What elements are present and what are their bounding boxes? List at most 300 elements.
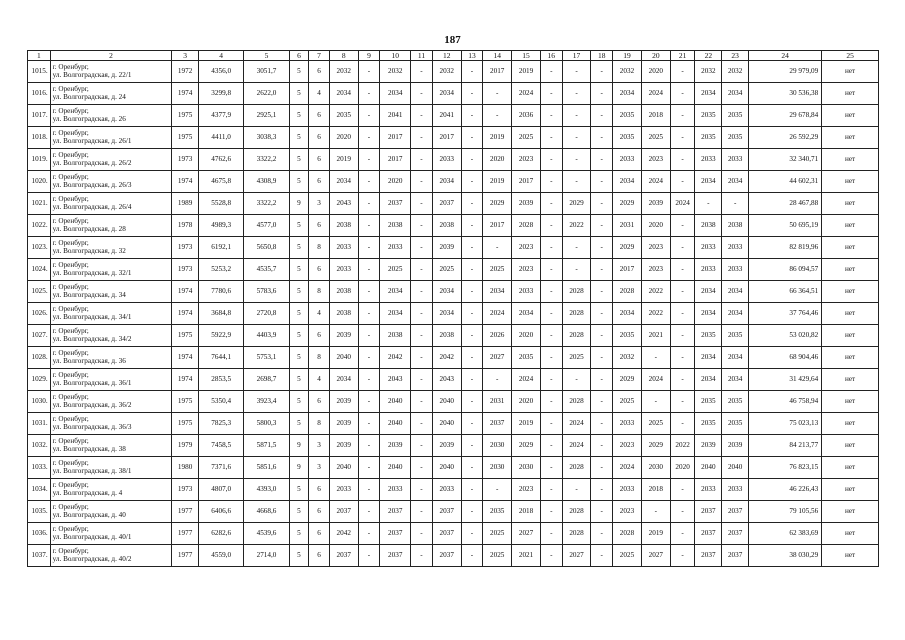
cell-col-25: нет: [822, 435, 879, 457]
cell-col-23: 2033: [722, 259, 749, 281]
cell-col-15: 2023: [512, 149, 541, 171]
cell-col-19: 2029: [613, 237, 642, 259]
cell-col-4: 2853,5: [199, 369, 244, 391]
cell-col-21: -: [670, 237, 695, 259]
cell-col-6: 5: [289, 413, 309, 435]
cell-col-4: 4675,8: [199, 171, 244, 193]
cell-col-5: 2714,0: [244, 545, 289, 567]
cell-col-7: 8: [309, 237, 330, 259]
cell-col-15: 2035: [512, 347, 541, 369]
table-row: [28, 545, 879, 567]
cell-col-6: 5: [289, 303, 309, 325]
cell-col-7: 6: [309, 259, 330, 281]
cell-col-20: 2024: [641, 83, 670, 105]
cell-col-25: нет: [822, 413, 879, 435]
cell-col-20: 2019: [641, 523, 670, 545]
cell-col-25: нет: [822, 193, 879, 215]
cell-col-6: 5: [289, 347, 309, 369]
address-street: ул. Волгоградская, д. 36/1: [52, 378, 132, 387]
cell-col-5: 4308,9: [244, 171, 289, 193]
column-header-10: 10: [380, 51, 411, 61]
address-street: ул. Волгоградская, д. 38: [52, 444, 126, 453]
cell-col-18: -: [591, 435, 613, 457]
cell-col-15: 2017: [512, 171, 541, 193]
cell-col-19: 2035: [613, 325, 642, 347]
cell-col-9: -: [358, 237, 380, 259]
cell-col-8: 2034: [329, 83, 358, 105]
cell-col-12: 2033: [432, 479, 461, 501]
address-street: ул. Волгоградская, д. 36/2: [52, 400, 132, 409]
cell-col-17: 2028: [562, 501, 591, 523]
cell-col-12: 2040: [432, 391, 461, 413]
row-number: 1021.: [28, 193, 51, 215]
cell-col-24: 37 764,46: [749, 303, 822, 325]
cell-col-23: 2035: [722, 391, 749, 413]
cell-col-20: -: [641, 391, 670, 413]
cell-col-13: -: [461, 259, 483, 281]
cell-col-4: 3299,8: [199, 83, 244, 105]
cell-col-18: -: [591, 391, 613, 413]
address-cell: [50, 369, 172, 391]
cell-col-5: 5650,8: [244, 237, 289, 259]
cell-col-19: 2029: [613, 369, 642, 391]
cell-col-9: -: [358, 259, 380, 281]
cell-col-17: -: [562, 369, 591, 391]
cell-col-24: 86 094,57: [749, 259, 822, 281]
cell-col-8: 2032: [329, 61, 358, 83]
cell-col-22: 2033: [695, 149, 722, 171]
cell-col-9: -: [358, 193, 380, 215]
cell-col-19: 2033: [613, 413, 642, 435]
cell-col-6: 5: [289, 391, 309, 413]
cell-col-19: 2017: [613, 259, 642, 281]
column-header-24: 24: [749, 51, 822, 61]
cell-col-13: -: [461, 369, 483, 391]
table-row: [28, 105, 879, 127]
cell-col-21: -: [670, 61, 695, 83]
cell-col-25: нет: [822, 171, 879, 193]
cell-col-8: 2039: [329, 391, 358, 413]
cell-col-16: -: [540, 171, 562, 193]
cell-col-10: 2042: [380, 347, 411, 369]
cell-col-15: 2019: [512, 413, 541, 435]
cell-col-7: 6: [309, 215, 330, 237]
cell-col-7: 8: [309, 281, 330, 303]
cell-col-16: -: [540, 523, 562, 545]
cell-col-12: 2039: [432, 435, 461, 457]
cell-col-18: -: [591, 303, 613, 325]
cell-col-3: 1974: [172, 369, 199, 391]
cell-col-8: 2043: [329, 193, 358, 215]
cell-col-14: -: [483, 369, 512, 391]
cell-col-8: 2039: [329, 325, 358, 347]
cell-col-15: 2033: [512, 281, 541, 303]
cell-col-4: 7371,6: [199, 457, 244, 479]
cell-col-16: -: [540, 369, 562, 391]
cell-col-10: 2038: [380, 215, 411, 237]
cell-col-7: 3: [309, 457, 330, 479]
address-cell: [50, 457, 172, 479]
table-row: [28, 171, 879, 193]
cell-col-23: -: [722, 193, 749, 215]
cell-col-24: 62 383,69: [749, 523, 822, 545]
cell-col-21: -: [670, 127, 695, 149]
table-row: [28, 391, 879, 413]
cell-col-6: 5: [289, 215, 309, 237]
cell-col-7: 6: [309, 501, 330, 523]
address-city: г. Оренбург,: [52, 524, 89, 533]
cell-col-8: 2033: [329, 479, 358, 501]
cell-col-25: нет: [822, 83, 879, 105]
cell-col-12: 2037: [432, 523, 461, 545]
column-header-4: 4: [199, 51, 244, 61]
cell-col-22: 2040: [695, 457, 722, 479]
cell-col-20: 2018: [641, 105, 670, 127]
address-city: г. Оренбург,: [52, 106, 89, 115]
cell-col-6: 9: [289, 193, 309, 215]
cell-col-12: 2032: [432, 61, 461, 83]
address-cell: [50, 391, 172, 413]
housing-register-table: [27, 50, 879, 567]
column-header-20: 20: [641, 51, 670, 61]
cell-col-17: 2028: [562, 523, 591, 545]
cell-col-23: 2038: [722, 215, 749, 237]
cell-col-22: 2035: [695, 413, 722, 435]
cell-col-22: 2033: [695, 259, 722, 281]
cell-col-12: 2033: [432, 149, 461, 171]
row-number: 1036.: [28, 523, 51, 545]
cell-col-12: 2037: [432, 501, 461, 523]
cell-col-23: 2039: [722, 435, 749, 457]
cell-col-10: 2034: [380, 281, 411, 303]
cell-col-5: 5800,3: [244, 413, 289, 435]
cell-col-11: -: [411, 325, 433, 347]
cell-col-17: -: [562, 259, 591, 281]
cell-col-20: 2024: [641, 171, 670, 193]
column-header-23: 23: [722, 51, 749, 61]
cell-col-19: 2035: [613, 127, 642, 149]
cell-col-22: 2035: [695, 325, 722, 347]
cell-col-10: 2040: [380, 457, 411, 479]
row-number: 1015.: [28, 61, 51, 83]
cell-col-3: 1974: [172, 171, 199, 193]
cell-col-14: 2030: [483, 457, 512, 479]
cell-col-17: -: [562, 479, 591, 501]
cell-col-18: -: [591, 501, 613, 523]
cell-col-13: -: [461, 303, 483, 325]
row-number: 1026.: [28, 303, 51, 325]
row-number: 1032.: [28, 435, 51, 457]
cell-col-15: 2029: [512, 435, 541, 457]
cell-col-10: 2037: [380, 545, 411, 567]
cell-col-23: 2035: [722, 105, 749, 127]
cell-col-14: 2034: [483, 281, 512, 303]
cell-col-9: -: [358, 545, 380, 567]
cell-col-23: 2033: [722, 237, 749, 259]
address-cell: [50, 523, 172, 545]
cell-col-25: нет: [822, 303, 879, 325]
address-street: ул. Волгоградская, д. 40: [52, 510, 126, 519]
cell-col-24: 29 979,09: [749, 61, 822, 83]
address-city: г. Оренбург,: [52, 150, 89, 159]
cell-col-16: -: [540, 501, 562, 523]
row-number: 1024.: [28, 259, 51, 281]
row-number: 1027.: [28, 325, 51, 347]
address-street: ул. Волгоградская, д. 26/2: [52, 158, 132, 167]
cell-col-25: нет: [822, 127, 879, 149]
address-city: г. Оренбург,: [52, 348, 89, 357]
cell-col-5: 2925,1: [244, 105, 289, 127]
cell-col-6: 5: [289, 501, 309, 523]
cell-col-15: 2023: [512, 479, 541, 501]
cell-col-23: 2034: [722, 171, 749, 193]
cell-col-8: 2033: [329, 259, 358, 281]
cell-col-24: 38 030,29: [749, 545, 822, 567]
cell-col-18: -: [591, 281, 613, 303]
cell-col-7: 4: [309, 303, 330, 325]
cell-col-25: нет: [822, 259, 879, 281]
cell-col-16: -: [540, 281, 562, 303]
cell-col-9: -: [358, 457, 380, 479]
cell-col-9: -: [358, 435, 380, 457]
address-city: г. Оренбург,: [52, 62, 89, 71]
cell-col-24: 66 364,51: [749, 281, 822, 303]
cell-col-16: -: [540, 193, 562, 215]
cell-col-20: 2025: [641, 413, 670, 435]
cell-col-6: 5: [289, 149, 309, 171]
table-row: [28, 325, 879, 347]
cell-col-13: -: [461, 391, 483, 413]
cell-col-10: 2025: [380, 259, 411, 281]
column-header-1: 1: [28, 51, 51, 61]
cell-col-15: 2030: [512, 457, 541, 479]
column-header-13: 13: [461, 51, 483, 61]
cell-col-13: -: [461, 83, 483, 105]
row-number: 1018.: [28, 127, 51, 149]
cell-col-5: 3322,2: [244, 149, 289, 171]
cell-col-4: 5528,8: [199, 193, 244, 215]
cell-col-21: 2022: [670, 435, 695, 457]
cell-col-17: -: [562, 171, 591, 193]
cell-col-4: 4377,9: [199, 105, 244, 127]
cell-col-14: 2025: [483, 545, 512, 567]
cell-col-7: 6: [309, 105, 330, 127]
address-cell: [50, 479, 172, 501]
cell-col-14: 2024: [483, 303, 512, 325]
cell-col-11: -: [411, 435, 433, 457]
address-cell: [50, 545, 172, 567]
column-header-8: 8: [329, 51, 358, 61]
cell-col-7: 6: [309, 149, 330, 171]
cell-col-19: 2025: [613, 545, 642, 567]
cell-col-5: 5851,6: [244, 457, 289, 479]
cell-col-21: 2020: [670, 457, 695, 479]
cell-col-21: -: [670, 105, 695, 127]
cell-col-5: 4577,0: [244, 215, 289, 237]
cell-col-24: 84 213,77: [749, 435, 822, 457]
address-street: ул. Волгоградская, д. 40/1: [52, 532, 132, 541]
cell-col-20: 2023: [641, 149, 670, 171]
address-cell: [50, 501, 172, 523]
cell-col-16: -: [540, 215, 562, 237]
cell-col-21: -: [670, 369, 695, 391]
cell-col-7: 6: [309, 391, 330, 413]
cell-col-4: 6282,6: [199, 523, 244, 545]
cell-col-10: 2037: [380, 501, 411, 523]
cell-col-14: 2029: [483, 193, 512, 215]
row-number: 1017.: [28, 105, 51, 127]
address-city: г. Оренбург,: [52, 84, 89, 93]
cell-col-13: -: [461, 237, 483, 259]
cell-col-6: 5: [289, 281, 309, 303]
cell-col-11: -: [411, 259, 433, 281]
cell-col-13: -: [461, 435, 483, 457]
table-row: [28, 127, 879, 149]
cell-col-9: -: [358, 523, 380, 545]
cell-col-24: 44 602,31: [749, 171, 822, 193]
cell-col-8: 2038: [329, 281, 358, 303]
cell-col-15: 2021: [512, 545, 541, 567]
cell-col-11: -: [411, 83, 433, 105]
cell-col-25: нет: [822, 325, 879, 347]
cell-col-6: 5: [289, 479, 309, 501]
table-row: [28, 457, 879, 479]
cell-col-24: 82 819,96: [749, 237, 822, 259]
cell-col-22: 2032: [695, 61, 722, 83]
cell-col-11: -: [411, 215, 433, 237]
cell-col-15: 2024: [512, 83, 541, 105]
cell-col-18: -: [591, 479, 613, 501]
table-row: [28, 237, 879, 259]
cell-col-17: 2029: [562, 193, 591, 215]
cell-col-3: 1974: [172, 347, 199, 369]
cell-col-6: 5: [289, 83, 309, 105]
cell-col-16: -: [540, 435, 562, 457]
row-number: 1030.: [28, 391, 51, 413]
cell-col-12: 2034: [432, 83, 461, 105]
cell-col-16: -: [540, 413, 562, 435]
cell-col-6: 5: [289, 105, 309, 127]
cell-col-6: 5: [289, 237, 309, 259]
table-row: [28, 435, 879, 457]
table-row: [28, 149, 879, 171]
cell-col-20: 2022: [641, 303, 670, 325]
cell-col-11: -: [411, 391, 433, 413]
cell-col-5: 2622,0: [244, 83, 289, 105]
cell-col-3: 1973: [172, 479, 199, 501]
table-row: [28, 61, 879, 83]
cell-col-25: нет: [822, 479, 879, 501]
cell-col-4: 4356,0: [199, 61, 244, 83]
column-header-22: 22: [695, 51, 722, 61]
cell-col-22: 2035: [695, 105, 722, 127]
cell-col-8: 2039: [329, 413, 358, 435]
cell-col-10: 2034: [380, 83, 411, 105]
cell-col-12: 2042: [432, 347, 461, 369]
cell-col-25: нет: [822, 391, 879, 413]
cell-col-18: -: [591, 171, 613, 193]
cell-col-6: 5: [289, 61, 309, 83]
cell-col-10: 2033: [380, 237, 411, 259]
cell-col-20: 2030: [641, 457, 670, 479]
cell-col-5: 3051,7: [244, 61, 289, 83]
cell-col-24: 30 536,38: [749, 83, 822, 105]
cell-col-9: -: [358, 391, 380, 413]
address-cell: [50, 171, 172, 193]
cell-col-7: 6: [309, 479, 330, 501]
cell-col-18: -: [591, 369, 613, 391]
address-street: ул. Волгоградская, д. 22/1: [52, 70, 132, 79]
cell-col-11: -: [411, 237, 433, 259]
cell-col-21: -: [670, 215, 695, 237]
cell-col-18: -: [591, 457, 613, 479]
cell-col-19: 2034: [613, 83, 642, 105]
cell-col-9: -: [358, 83, 380, 105]
cell-col-23: 2037: [722, 545, 749, 567]
cell-col-15: 2025: [512, 127, 541, 149]
cell-col-12: 2038: [432, 325, 461, 347]
cell-col-25: нет: [822, 347, 879, 369]
column-header-5: 5: [244, 51, 289, 61]
cell-col-19: 2034: [613, 171, 642, 193]
row-number: 1037.: [28, 545, 51, 567]
cell-col-17: 2024: [562, 435, 591, 457]
cell-col-19: 2024: [613, 457, 642, 479]
cell-col-19: 2032: [613, 61, 642, 83]
cell-col-22: 2034: [695, 171, 722, 193]
cell-col-5: 4535,7: [244, 259, 289, 281]
cell-col-18: -: [591, 325, 613, 347]
cell-col-16: -: [540, 391, 562, 413]
cell-col-10: 2034: [380, 303, 411, 325]
cell-col-14: 2020: [483, 149, 512, 171]
cell-col-3: 1974: [172, 303, 199, 325]
cell-col-11: -: [411, 303, 433, 325]
cell-col-25: нет: [822, 281, 879, 303]
table-row: [28, 413, 879, 435]
cell-col-20: 2020: [641, 215, 670, 237]
address-cell: [50, 435, 172, 457]
cell-col-21: 2024: [670, 193, 695, 215]
cell-col-11: -: [411, 347, 433, 369]
cell-col-7: 6: [309, 545, 330, 567]
cell-col-9: -: [358, 281, 380, 303]
cell-col-23: 2035: [722, 127, 749, 149]
cell-col-13: -: [461, 413, 483, 435]
address-cell: [50, 413, 172, 435]
cell-col-15: 2027: [512, 523, 541, 545]
cell-col-23: 2034: [722, 281, 749, 303]
cell-col-10: 2032: [380, 61, 411, 83]
cell-col-17: 2028: [562, 457, 591, 479]
cell-col-8: 2034: [329, 369, 358, 391]
cell-col-9: -: [358, 303, 380, 325]
cell-col-4: 4559,0: [199, 545, 244, 567]
cell-col-4: 4762,6: [199, 149, 244, 171]
cell-col-3: 1979: [172, 435, 199, 457]
cell-col-7: 3: [309, 193, 330, 215]
cell-col-22: 2034: [695, 347, 722, 369]
address-cell: [50, 237, 172, 259]
cell-col-23: 2040: [722, 457, 749, 479]
cell-col-19: 2033: [613, 479, 642, 501]
cell-col-5: 4393,0: [244, 479, 289, 501]
address-street: ул. Волгоградская, д. 26: [52, 114, 126, 123]
cell-col-13: -: [461, 193, 483, 215]
cell-col-4: 6406,6: [199, 501, 244, 523]
cell-col-17: 2027: [562, 545, 591, 567]
cell-col-6: 5: [289, 545, 309, 567]
